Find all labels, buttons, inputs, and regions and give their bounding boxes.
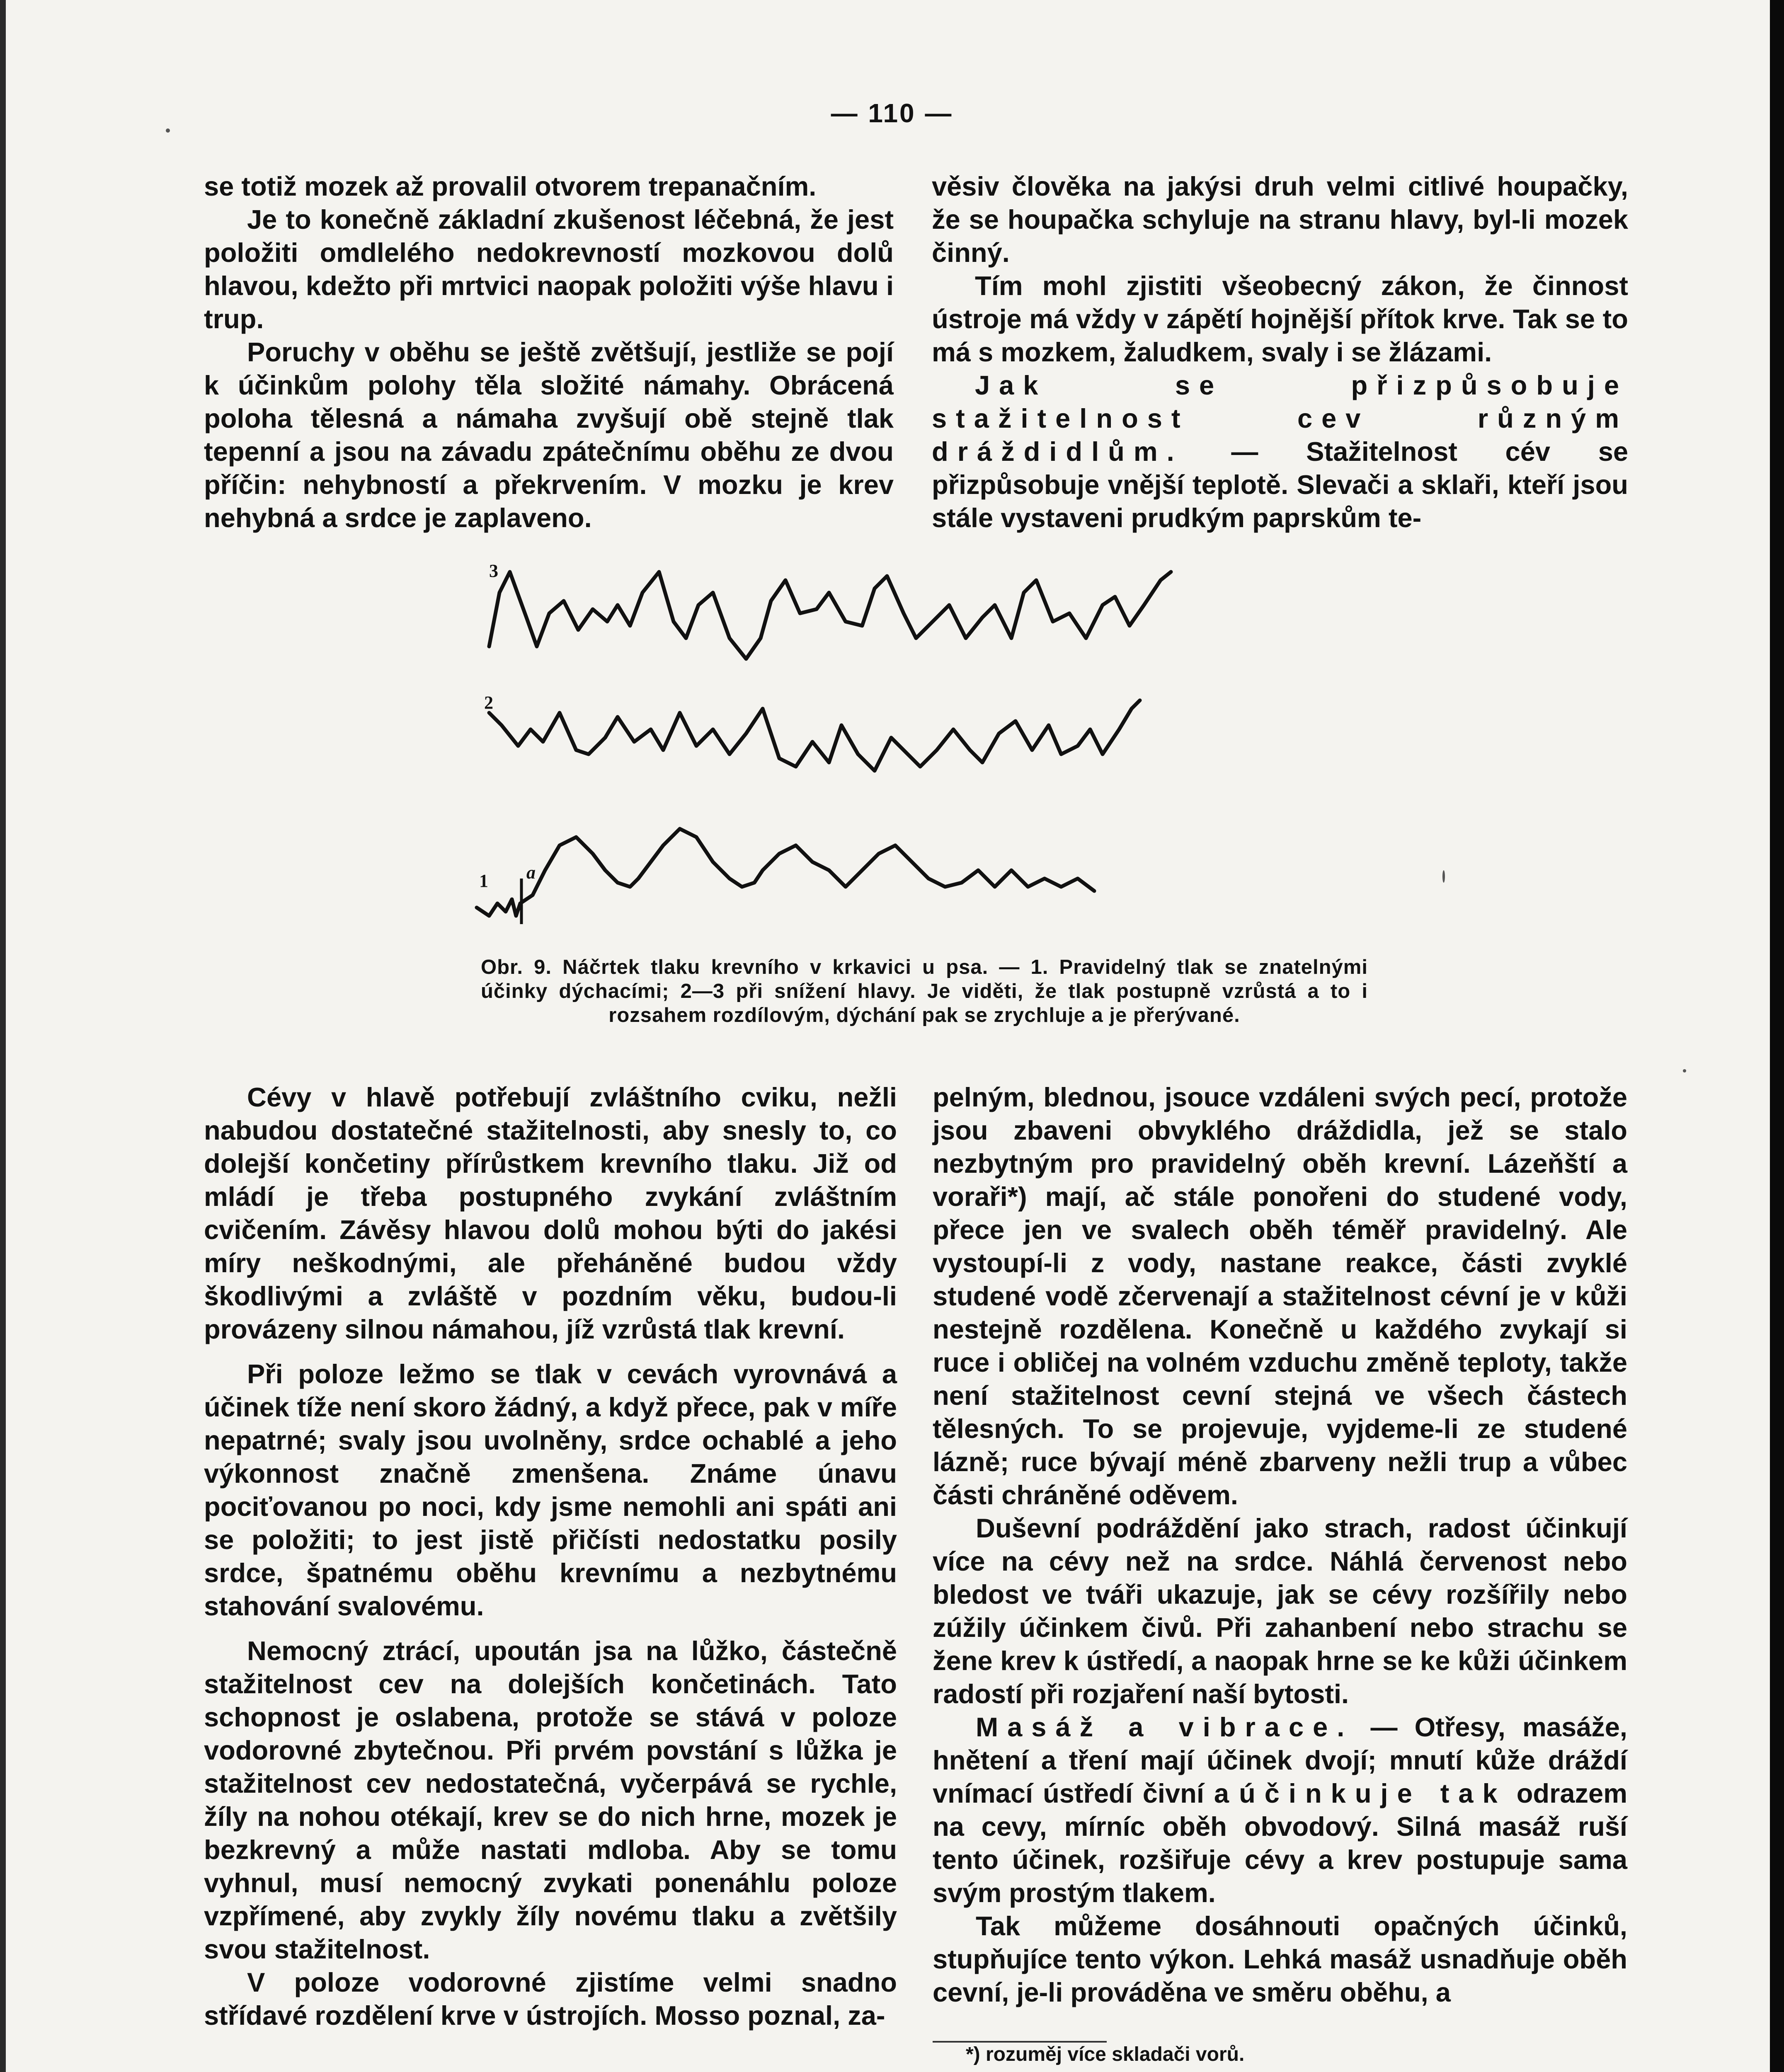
paragraph: Poruchy v oběhu se ještě zvětšují, jestliže se pojí k účinkům polohy těla složité námahy. Obrácená poloha tělesná a námaha zvyšují obě stejně tlak tepenní a jsou na závadu zpátečnímu oběhu ze dvou příčin: nehybností a překrvením. V mozku je krev nehybná a srdce je zaplaveno.	[204, 337, 894, 533]
column-top-left	[204, 170, 894, 535]
footnote-rule	[933, 2041, 1107, 2043]
column-bottom-left	[204, 1081, 897, 2032]
paragraph: Tím mohl zjistiti všeobecný zákon, že činnost ústroje má vždy v zápětí hojnější přítok krve. Tak se to má s mozkem, žaludkem, svaly i se žlázami.	[932, 271, 1628, 367]
tracing-label-2: 2	[484, 692, 493, 713]
paragraph: V poloze vodorovné zjistíme velmi snadno střídavé rozdělení krve v ústrojích. Mosso poznal, za-	[204, 1967, 897, 2031]
scan-edge-right	[1770, 0, 1784, 2072]
tracing-label-a: a	[526, 862, 536, 883]
paragraph-text: — Otřesy, masáže, hnětení a tření mají účinek dvojí; mnutí kůže dráždí vnímací ústředí čivní a	[933, 1712, 1627, 1808]
emphasized-text: účinkuje tak	[1239, 1778, 1507, 1808]
paragraph	[933, 1711, 1627, 1910]
scan-speck	[166, 128, 170, 133]
caption-text: Obr. 9. Náčrtek tlaku krevního v krkavici u psa. — 1. Pravidelný tlak se znatelnými účinky dýchacími; 2—3 při snížení hlavy. Je viděti, že tlak postupně vzrůstá a to i rozsahem rozdílovým, dýchání pak se zrychluje a je přerývané.	[481, 956, 1368, 1026]
paragraph-text: odrazem na cevy, mírníc oběh obvodový. Silná masáž ruší tento účinek, rozšiřuje cévy a krev postupuje sama svým prostým tlakem.	[933, 1778, 1628, 1908]
blood-pressure-tracing-figure	[464, 555, 1376, 928]
tracing-1	[477, 829, 1094, 916]
tracing-label-1: 1	[479, 871, 488, 891]
paragraph: Tak můžeme dosáhnouti opačných účinků, stupňujíce tento výkon. Lehká masáž usnadňuje oběh cevní, je-li prováděna ve směru oběhu, a	[933, 1911, 1627, 2007]
page-number: — 110 —	[831, 98, 953, 128]
paragraph-text: — Stažitelnost cév se přizpůsobuje vnější teplotě. Slevači a sklaři, kteří jsou stále vystaveni prudkým paprskům te-	[932, 436, 1628, 533]
column-bottom-right	[933, 1081, 1627, 2009]
section-heading: Jak se přizpůsobuje stažitelnost cev různým dráždidlům.	[932, 370, 1628, 467]
paragraph: pelným, blednou, jsouce vzdáleni svých pecí, protože jsou zbaveni obvyklého dráždidla, jež se stalo nezbytným pro pravidelný oběh krevní. Lázeňští a voraři*) mají, ač stále ponořeni do studené vody, přece jen ve svalech oběh téměř pravidelný. Ale vystoupí-li z vody, nastane reakce, části zvyklé studené vodě zčervenají a stažitelnost cévní je v kůži nestejně rozdělena. Konečně u každého zvykají si ruce i obličej na volném vzduchu změně teploty, takže není stažitelnost cevní stejná ve všech částech tělesných. To se projevuje, vyjdeme-li ze studené lázně; ruce bývají méně zbarveny nežli trup a vůbec části chráněné oděvem.	[933, 1082, 1627, 1510]
tracing-3	[489, 572, 1171, 659]
scan-edge-left	[0, 0, 6, 2072]
paragraph	[932, 369, 1628, 535]
paragraph: Nemocný ztrácí, upoután jsa na lůžko, částečně stažitelnost cev na dolejších končetinách. Tato schopnost je oslabena, protože se stává v poloze vodorovné zbytečnou. Při prvém povstání s lůžka je stažitelnost cev nedostatečná, vyčerpává se rychle, žíly na nohou otékají, krev se do nich hrne, mozek je bezkrevný a může nastati mdloba. Aby se tomu vyhnul, musí nemocný zvykati ponenáhlu poloze vzpřímené, aby zvykly žíly novému tlaku a zvětšily svou stažitelnost.	[204, 1636, 897, 1964]
paragraph: Cévy v hlavě potřebují zvláštního cviku, nežli nabudou dostatečné stažitelnosti, aby snesly to, co dolejší končetiny přírůstkem krevního tlaku. Již od mládí je třeba postupného zvykání zvláštním cvičením. Závěsy hlavou dolů mohou býti do jakési míry neškodnými, ale přeháněné budou vždy škodlivými a zvláště v pozdním věku, budou-li provázeny silnou námahou, jíž vzrůstá tlak krevní.	[204, 1082, 897, 1344]
paragraph: Je to konečně základní zkušenost léčebná, že jest položiti omdlelého nedokrevností mozkovou dolů hlavou, kdežto při mrtvici naopak položiti výše hlavu i trup.	[204, 204, 894, 334]
column-top-right	[932, 170, 1628, 535]
footnote: *) rozuměj více skladači vorů.	[966, 2043, 1245, 2065]
tracing-label-3: 3	[489, 561, 498, 581]
scan-speck	[1683, 1069, 1686, 1072]
paragraph: Při poloze ležmo se tlak v cevách vyrovnává a účinek tíže není skoro žádný, a když přece, pak v míře nepatrné; svaly jsou uvolněny, srdce ochablé a jeho výkonnost značně zmenšena. Známe únavu pociťovanou po noci, kdy jsme nemohli ani spáti ani se položiti; to jest jistě přičísti nedostatku posily srdce, špatnému oběhu krevnímu a nezbytnému stahování svalovému.	[204, 1359, 897, 1621]
scan-speck	[1442, 870, 1445, 883]
paragraph: Duševní podráždění jako strach, radost účinkují více na cévy než na srdce. Náhlá červenost nebo bledost ve tváři ukazuje, jak se cévy rozšířily nebo zúžily účinkem čivů. Při zahanbení nebo strachu se žene krev k ústředí, a naopak hrne se ke kůži účinkem radostí při rozjaření naší bytosti.	[933, 1513, 1627, 1709]
tracing-2	[489, 700, 1140, 771]
paragraph: věsiv člověka na jakýsi druh velmi citlivé houpačky, že se houpačka schyluje na stranu hlavy, byl-li mozek činný.	[932, 171, 1628, 268]
paragraph: se totiž mozek až provalil otvorem trepanačním.	[204, 171, 817, 201]
figure-caption	[481, 955, 1368, 1027]
tracing-drawing	[464, 555, 1376, 928]
section-heading: Masáž a vibrace.	[976, 1712, 1354, 1742]
